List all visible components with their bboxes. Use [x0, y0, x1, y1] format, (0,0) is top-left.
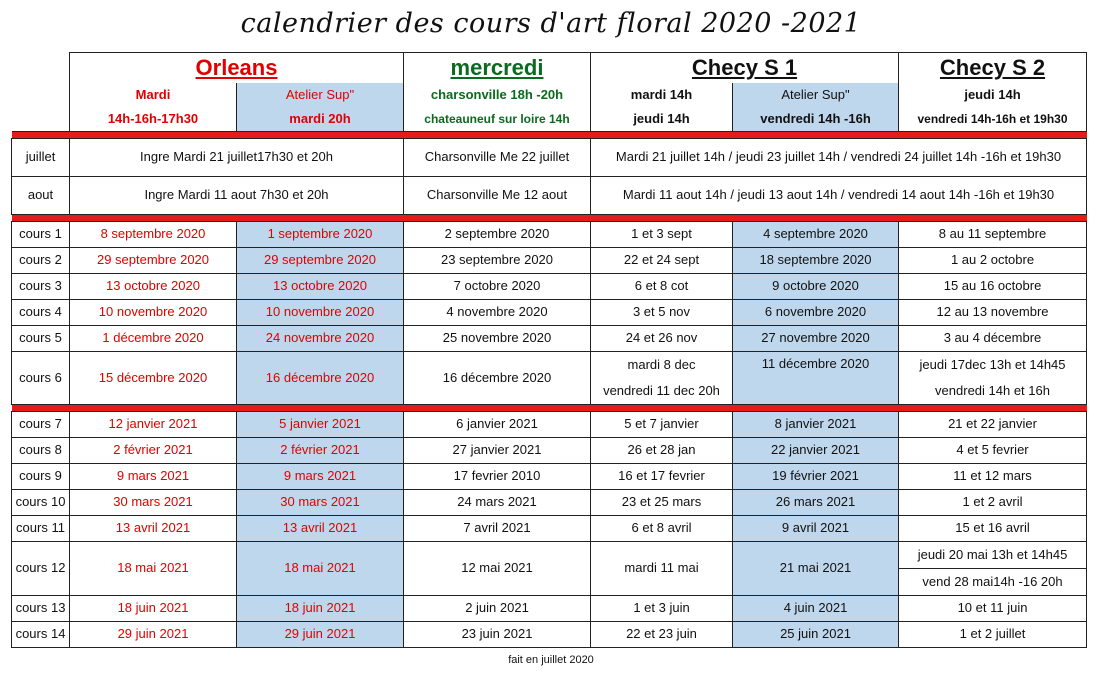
course-row — [12, 299, 1087, 325]
course-row — [12, 247, 1087, 273]
course-number: cours 5 — [12, 325, 70, 351]
checy-s2-date: 11 et 12 mars — [899, 463, 1087, 489]
header-checy-s1 — [591, 53, 899, 83]
summer-checy: Mardi 11 aout 14h / jeudi 13 aout 14h / vendredi 14 aout 14h -16h et 19h30 — [591, 176, 1087, 214]
checy-s2-date — [899, 351, 1087, 404]
mercredi-date: 23 juin 2021 — [404, 621, 591, 647]
orleans-mardi-date: 30 mars 2021 — [70, 489, 237, 515]
header-orleans — [70, 53, 404, 83]
course-number: cours 8 — [12, 437, 70, 463]
orleans-mardi-date: 13 octobre 2020 — [70, 273, 237, 299]
orleans-mardi-date: 9 mars 2021 — [70, 463, 237, 489]
separator-bar — [12, 214, 1087, 221]
orleans-atelier-date: 2 février 2021 — [237, 437, 404, 463]
mercredi-date: 27 janvier 2021 — [404, 437, 591, 463]
summer-row — [12, 176, 1087, 214]
mercredi-date: 12 mai 2021 — [404, 541, 591, 595]
course-number: cours 10 — [12, 489, 70, 515]
orleans-mardi-date: 18 juin 2021 — [70, 595, 237, 621]
course-number: cours 1 — [12, 221, 70, 247]
orleans-atelier-date: 24 novembre 2020 — [237, 325, 404, 351]
checy-s1-title: Checy S 1 — [691, 54, 798, 80]
checy-s1-date: mardi 11 mai — [591, 541, 733, 595]
mercredi-date: 6 janvier 2021 — [404, 411, 591, 437]
mercredi-date: 23 septembre 2020 — [404, 247, 591, 273]
orleans-atelier-date: 29 septembre 2020 — [237, 247, 404, 273]
course-number: cours 11 — [12, 515, 70, 541]
checy-s2-title: Checy S 2 — [939, 54, 1046, 80]
checy-s2-date: 21 et 22 janvier — [899, 411, 1087, 437]
separator-bar — [12, 131, 1087, 138]
course-row — [12, 595, 1087, 621]
checy-s1-header — [591, 83, 733, 132]
orleans-atelier-header — [237, 83, 404, 132]
course-row — [12, 515, 1087, 541]
header-row-cities — [12, 53, 1087, 83]
orleans-atelier-label: Atelier Sup" — [285, 86, 355, 102]
course-number: cours 2 — [12, 247, 70, 273]
document-title: calendrier des cours d'art floral 2020 -2021 — [240, 8, 862, 39]
checy-s1-date — [591, 351, 733, 404]
checy-s1-date: 3 et 5 nov — [591, 299, 733, 325]
mercredi-date: 24 mars 2021 — [404, 489, 591, 515]
checy-s1-atelier-date: 19 février 2021 — [733, 463, 899, 489]
checy-s1-atelier-date: 26 mars 2021 — [733, 489, 899, 515]
checy-s1-date: 26 et 28 jan — [591, 437, 733, 463]
mercredi-date: 2 juin 2021 — [404, 595, 591, 621]
checy-s1-atelier-date: 6 novembre 2020 — [733, 299, 899, 325]
checy-s1-date: 16 et 17 fevrier — [591, 463, 733, 489]
orleans-atelier-date: 13 octobre 2020 — [237, 273, 404, 299]
orleans-mardi-date: 1 décembre 2020 — [70, 325, 237, 351]
checy-s2-date: 8 au 11 septembre — [899, 221, 1087, 247]
course-number: cours 6 — [12, 351, 70, 404]
checy-s1-date: 6 et 8 cot — [591, 273, 733, 299]
separator-row — [12, 214, 1087, 221]
mercredi-date: 7 avril 2021 — [404, 515, 591, 541]
checy-s2-date-line2: vendredi 14h et 16h — [935, 382, 1050, 398]
checy-s1-date: 22 et 23 juin — [591, 621, 733, 647]
summer-row — [12, 138, 1087, 176]
mercredi-date: 2 septembre 2020 — [404, 221, 591, 247]
checy-s2-date-line2: vend 28 mai14h -16 20h — [922, 573, 1063, 589]
checy-s2-date: 12 au 13 novembre — [899, 299, 1087, 325]
orleans-mardi-date: 2 février 2021 — [70, 437, 237, 463]
checy-s2-date: 10 et 11 juin — [899, 595, 1087, 621]
checy-s2-header — [899, 83, 1087, 132]
mercredi-date: 16 décembre 2020 — [404, 351, 591, 404]
checy-s1-atelier-date: 25 juin 2021 — [733, 621, 899, 647]
course-row — [12, 351, 1087, 404]
mercredi-schedule-header — [404, 83, 591, 132]
header-row-schedules — [12, 83, 1087, 132]
course-number: cours 12 — [12, 541, 70, 595]
header-mercredi — [404, 53, 591, 83]
summer-orleans: Ingre Mardi 21 juillet17h30 et 20h — [70, 138, 404, 176]
summer-mercredi: Charsonville Me 12 aout — [404, 176, 591, 214]
orleans-atelier-date: 18 mai 2021 — [237, 541, 404, 595]
checy-s1-atelier-hours: vendredi 14h -16h — [760, 110, 871, 126]
orleans-mardi-hours: 14h-16h-17h30 — [107, 110, 199, 126]
orleans-atelier-date: 18 juin 2021 — [237, 595, 404, 621]
course-row — [12, 541, 1087, 595]
orleans-title: Orleans — [195, 54, 278, 80]
course-number: cours 9 — [12, 463, 70, 489]
checy-s1-atelier-date: 27 novembre 2020 — [733, 325, 899, 351]
course-row — [12, 463, 1087, 489]
orleans-atelier-date: 5 janvier 2021 — [237, 411, 404, 437]
orleans-atelier-hours: mardi 20h — [289, 110, 351, 126]
checy-s2-date: 3 au 4 décembre — [899, 325, 1087, 351]
orleans-mardi-date: 13 avril 2021 — [70, 515, 237, 541]
checy-s1-atelier-date: 4 juin 2021 — [733, 595, 899, 621]
course-number: cours 14 — [12, 621, 70, 647]
checy-s1-atelier-date: 9 octobre 2020 — [733, 273, 899, 299]
checy-s2-date: 1 au 2 octobre — [899, 247, 1087, 273]
footer-note: fait en juillet 2020 — [508, 654, 594, 666]
orleans-atelier-date: 1 septembre 2020 — [237, 221, 404, 247]
orleans-mardi-date: 8 septembre 2020 — [70, 221, 237, 247]
checy-s1-line2: jeudi 14h — [633, 110, 690, 126]
course-row — [12, 437, 1087, 463]
mercredi-date: 4 novembre 2020 — [404, 299, 591, 325]
mercredi-title: mercredi — [450, 54, 544, 80]
mercredi-date: 17 fevrier 2010 — [404, 463, 591, 489]
orleans-mardi-label: Mardi — [135, 86, 171, 102]
checy-s1-date: 6 et 8 avril — [591, 515, 733, 541]
checy-s2-date-line1: jeudi 17dec 13h et 14h45 — [919, 356, 1066, 372]
course-row — [12, 489, 1087, 515]
checy-s1-atelier-date: 18 septembre 2020 — [733, 247, 899, 273]
checy-s1-atelier-date: 11 décembre 2020 — [733, 351, 899, 404]
course-row — [12, 273, 1087, 299]
checy-s1-atelier-date: 9 avril 2021 — [733, 515, 899, 541]
mercredi-line2: chateauneuf sur loire 14h — [424, 111, 570, 126]
orleans-atelier-date: 30 mars 2021 — [237, 489, 404, 515]
checy-s1-date: 24 et 26 nov — [591, 325, 733, 351]
checy-s2-line2: vendredi 14h-16h et 19h30 — [917, 111, 1068, 126]
month-label: juillet — [12, 138, 70, 176]
course-number: cours 13 — [12, 595, 70, 621]
mercredi-date: 25 novembre 2020 — [404, 325, 591, 351]
orleans-mardi-date: 29 juin 2021 — [70, 621, 237, 647]
checy-s2-date: 1 et 2 juillet — [899, 621, 1087, 647]
separator-row — [12, 131, 1087, 138]
checy-s2-date: 15 et 16 avril — [899, 515, 1087, 541]
checy-s1-date: 23 et 25 mars — [591, 489, 733, 515]
separator-row — [12, 404, 1087, 411]
orleans-mardi-date: 18 mai 2021 — [70, 541, 237, 595]
summer-checy: Mardi 21 juillet 14h / jeudi 23 juillet 14h / vendredi 24 juillet 14h -16h et 19h30 — [591, 138, 1087, 176]
course-row — [12, 221, 1087, 247]
mercredi-line1: charsonville 18h -20h — [430, 86, 564, 102]
orleans-mardi-date: 12 janvier 2021 — [70, 411, 237, 437]
course-row — [12, 621, 1087, 647]
corner-cell — [12, 53, 70, 132]
checy-s1-line1: mardi 14h — [630, 86, 693, 102]
orleans-mardi-date: 15 décembre 2020 — [70, 351, 237, 404]
course-row — [12, 325, 1087, 351]
checy-s1-atelier-date: 8 janvier 2021 — [733, 411, 899, 437]
checy-s1-date: 1 et 3 sept — [591, 221, 733, 247]
orleans-atelier-date: 10 novembre 2020 — [237, 299, 404, 325]
course-calendar-table — [11, 52, 1087, 648]
orleans-mardi-header — [70, 83, 237, 132]
checy-s1-atelier-date: 4 septembre 2020 — [733, 221, 899, 247]
checy-s2-date — [899, 541, 1087, 595]
checy-s1-date: 5 et 7 janvier — [591, 411, 733, 437]
checy-s1-date: 22 et 24 sept — [591, 247, 733, 273]
checy-s2-date: 15 au 16 octobre — [899, 273, 1087, 299]
checy-s2-date-line1: jeudi 20 mai 13h et 14h45 — [899, 542, 1086, 569]
checy-s2-date: 4 et 5 fevrier — [899, 437, 1087, 463]
course-number: cours 7 — [12, 411, 70, 437]
month-label: aout — [12, 176, 70, 214]
checy-s1-atelier-header — [733, 83, 899, 132]
checy-s2-date: 1 et 2 avril — [899, 489, 1087, 515]
course-number: cours 4 — [12, 299, 70, 325]
checy-s1-date-line1: mardi 8 dec — [627, 356, 696, 372]
checy-s1-atelier-date: 22 janvier 2021 — [733, 437, 899, 463]
orleans-atelier-date: 9 mars 2021 — [237, 463, 404, 489]
orleans-mardi-date: 29 septembre 2020 — [70, 247, 237, 273]
mercredi-date: 7 octobre 2020 — [404, 273, 591, 299]
orleans-atelier-date: 29 juin 2021 — [237, 621, 404, 647]
course-number: cours 3 — [12, 273, 70, 299]
course-row — [12, 411, 1087, 437]
checy-s2-line1: jeudi 14h — [964, 86, 1021, 102]
checy-s1-date-line2: vendredi 11 dec 20h — [603, 382, 720, 398]
header-checy-s2 — [899, 53, 1087, 83]
summer-mercredi: Charsonville Me 22 juillet — [404, 138, 591, 176]
orleans-atelier-date: 16 décembre 2020 — [237, 351, 404, 404]
checy-s1-atelier-date: 21 mai 2021 — [733, 541, 899, 595]
orleans-mardi-date: 10 novembre 2020 — [70, 299, 237, 325]
checy-s1-atelier-label: Atelier Sup" — [781, 86, 850, 102]
orleans-atelier-date: 13 avril 2021 — [237, 515, 404, 541]
separator-bar — [12, 404, 1087, 411]
summer-orleans: Ingre Mardi 11 aout 7h30 et 20h — [70, 176, 404, 214]
checy-s1-date: 1 et 3 juin — [591, 595, 733, 621]
